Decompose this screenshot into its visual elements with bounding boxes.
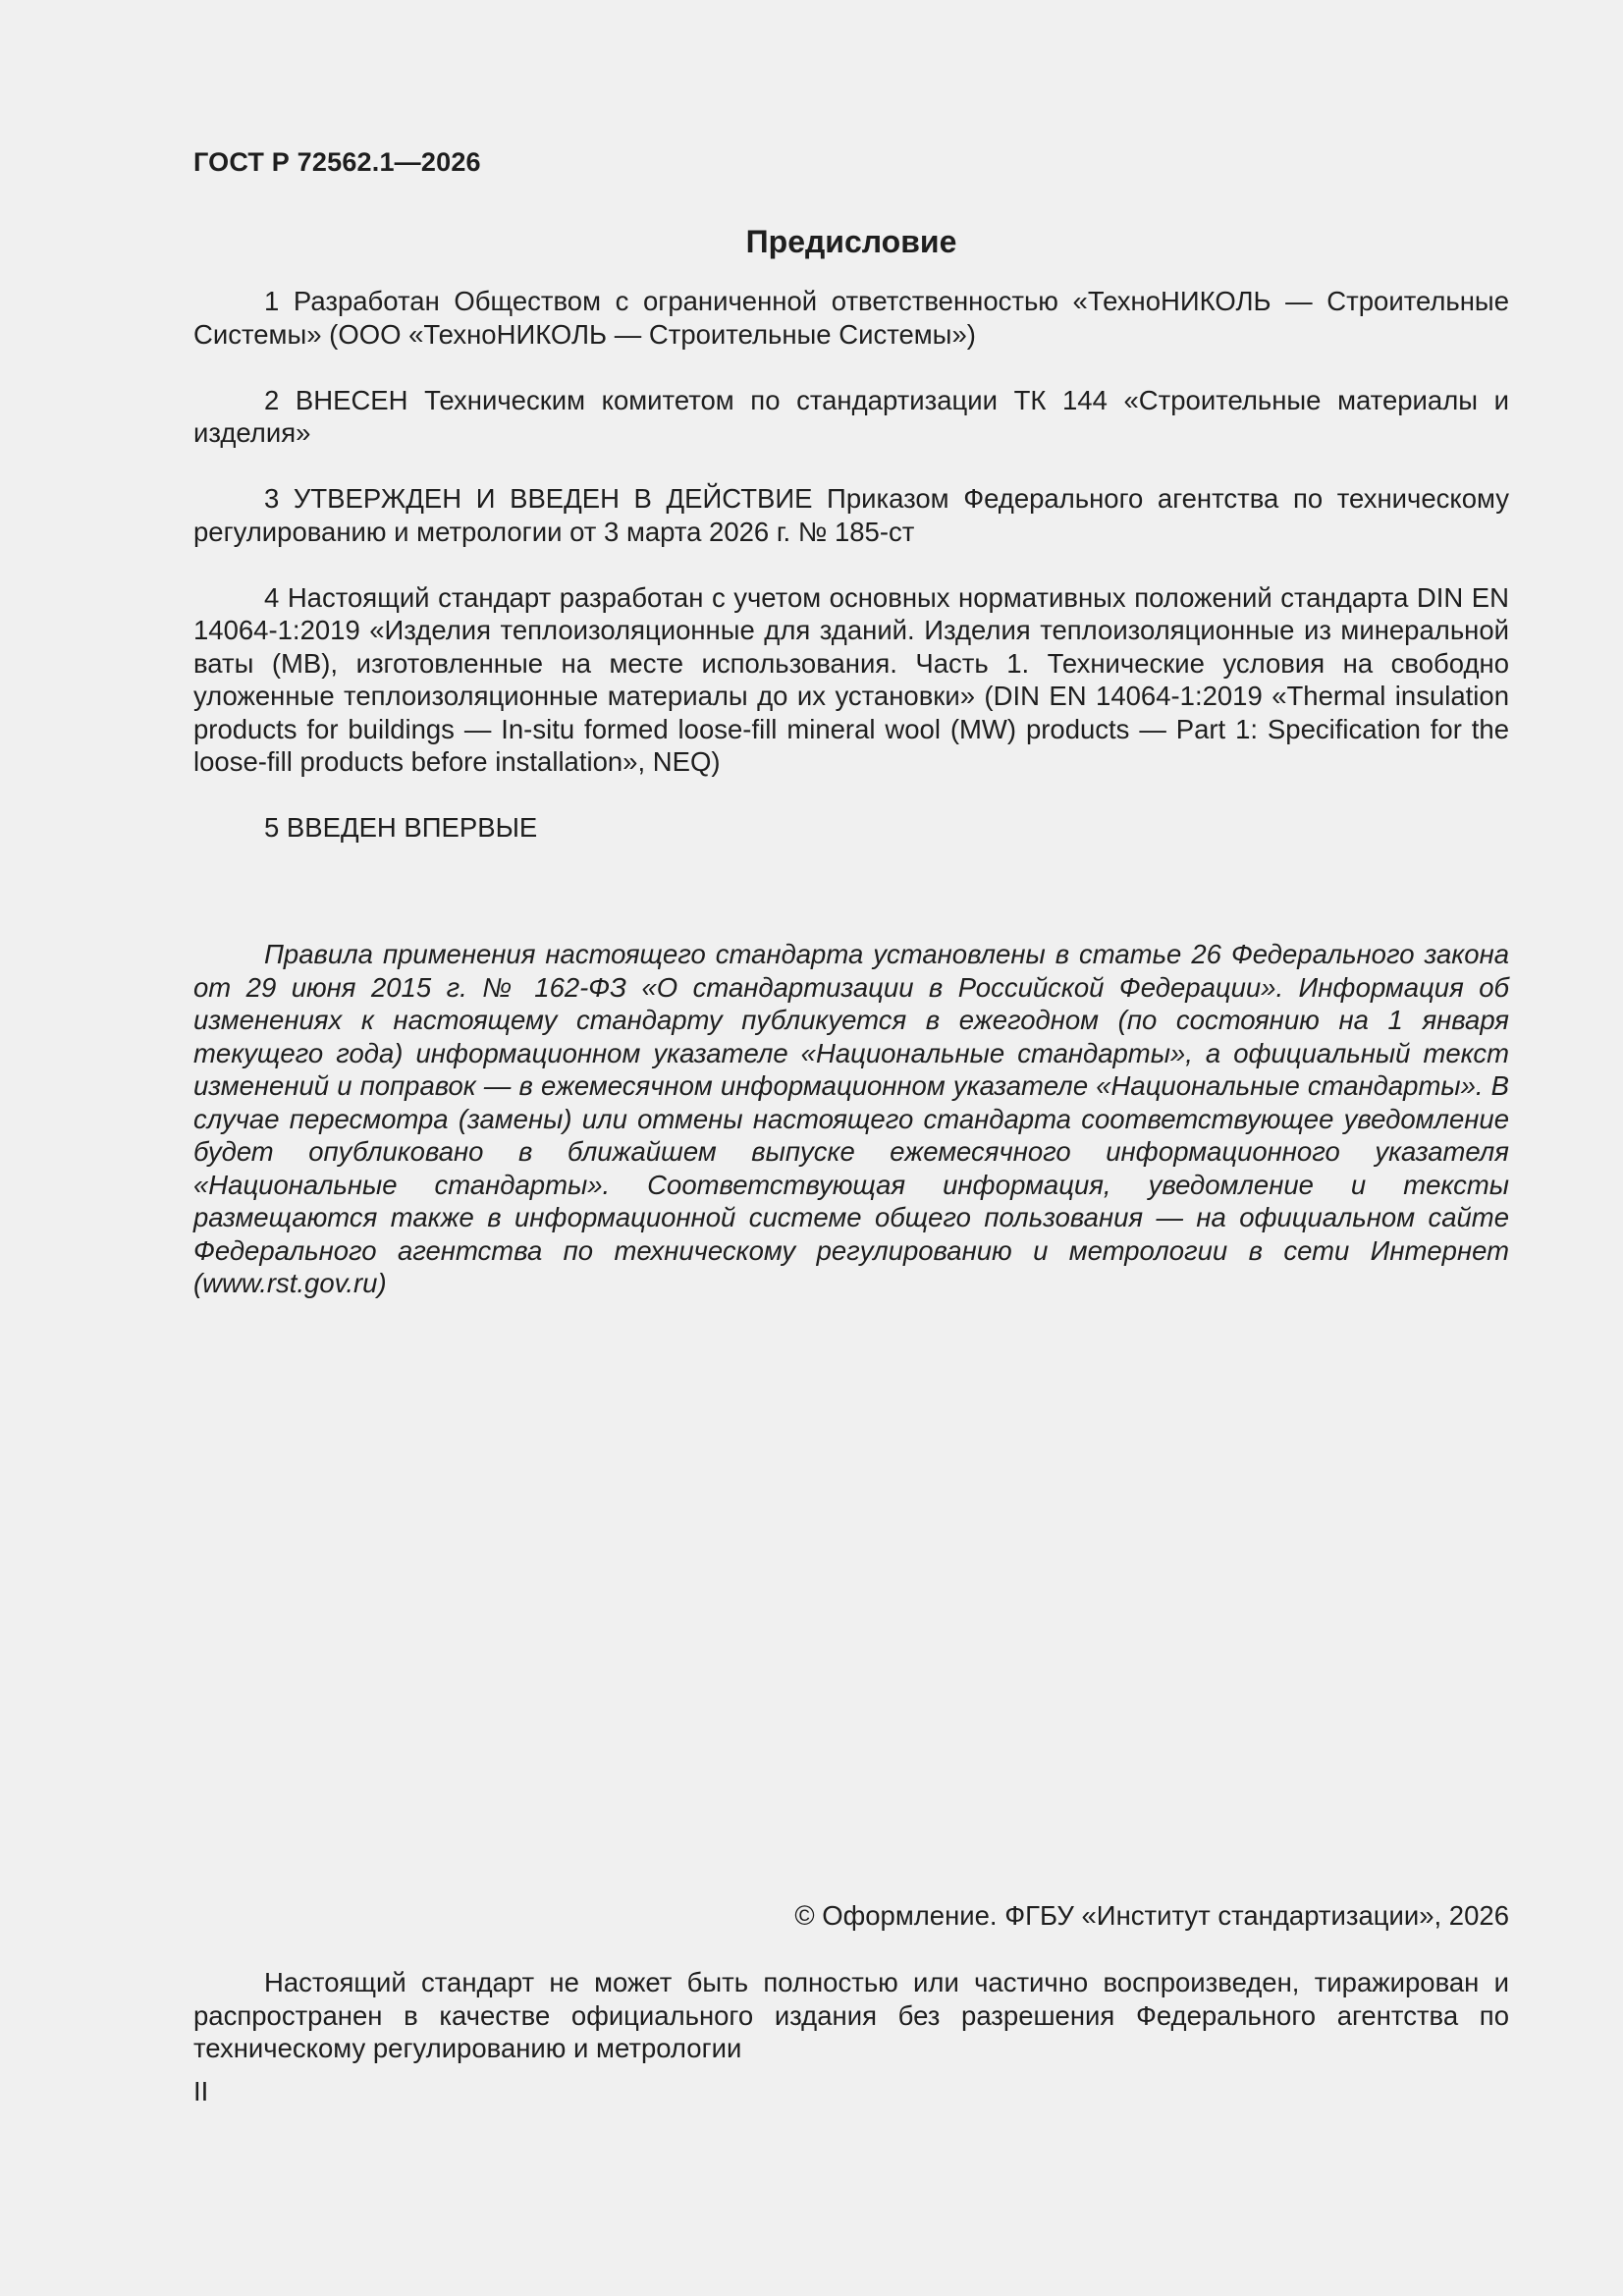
document-code: ГОСТ Р 72562.1—2026 <box>193 147 481 177</box>
notice-paragraph: Настоящий стандарт не может быть полностью или частично воспроизведен, тиражирован и распространен в качестве официального издания без разрешения Федерального агентства по техническому регулированию и метрологии <box>193 1967 1509 2063</box>
section-title: Предисловие <box>745 224 957 259</box>
foreword-item: 5 ВВЕДЕН ВПЕРВЫЕ <box>264 812 538 843</box>
reproduction-notice <box>193 1966 1509 2065</box>
foreword-item: 3 УТВЕРЖДЕН И ВВЕДЕН В ДЕЙСТВИЕ Приказом Федерального агентства по техническому регулированию и метрологии от 3 марта 2026 г. № 185-ст <box>193 483 1509 547</box>
foreword-item: 1 Разработан Обществом с ограниченной ответственностью «ТехноНИКОЛЬ — Строительные Системы» (ООО «ТехноНИКОЛЬ — Строительные Системы») <box>193 286 1509 350</box>
foreword-items <box>193 285 1509 877</box>
copyright-line: © Оформление. ФГБУ «Институт стандартизации», 2026 <box>794 1900 1509 1931</box>
foreword-item: 4 Настоящий стандарт разработан с учетом основных нормативных положений стандарта DIN EN 14064-1:2019 «Изделия теплоизоляционные для зданий. Изделия теплоизоляционные из минеральной ваты (MB), изготовленные на месте использования. Часть 1. Технические условия на свободно уложенные теплоизоляционные материалы до их установки» (DIN EN 14064-1:2019 «Thermal insulation products for buildings — In-situ formed loose-fill mineral wool (MW) products — Part 1: Specification for the loose-fill products before installation», NEQ) <box>193 581 1509 777</box>
application-rules-note <box>193 938 1509 1300</box>
page-number: II <box>193 2076 209 2106</box>
foreword-item: 2 ВНЕСЕН Техническим комитетом по стандартизации ТК 144 «Строительные материалы и изделия» <box>193 384 1509 448</box>
note-paragraph: Правила применения настоящего стандарта установлены в статье 26 Федерального закона от 29 июня 2015 г. № 162-ФЗ «О стандартизации в Российской Федерации». Информация об изменениях к настоящему стандарту публикуется в ежегодном (по состоянию на 1 января текущего года) информационном указателе «Национальные стандарты», а официальный текст изменений и поправок — в ежемесячном информационном указателе «Национальные стандарты». В случае пересмотра (замены) или отмены настоящего стандарта соответствующее уведомление будет опубликовано в ближайшем выпуске ежемесячного информационного указателя «Национальные стандарты». Соответствующая информация, уведомление и тексты размещаются также в информационной системе общего пользования — на официальном сайте Федерального агентства по техническому регулированию и метрологии в сети Интернет (www.rst.gov.ru) <box>193 939 1509 1298</box>
